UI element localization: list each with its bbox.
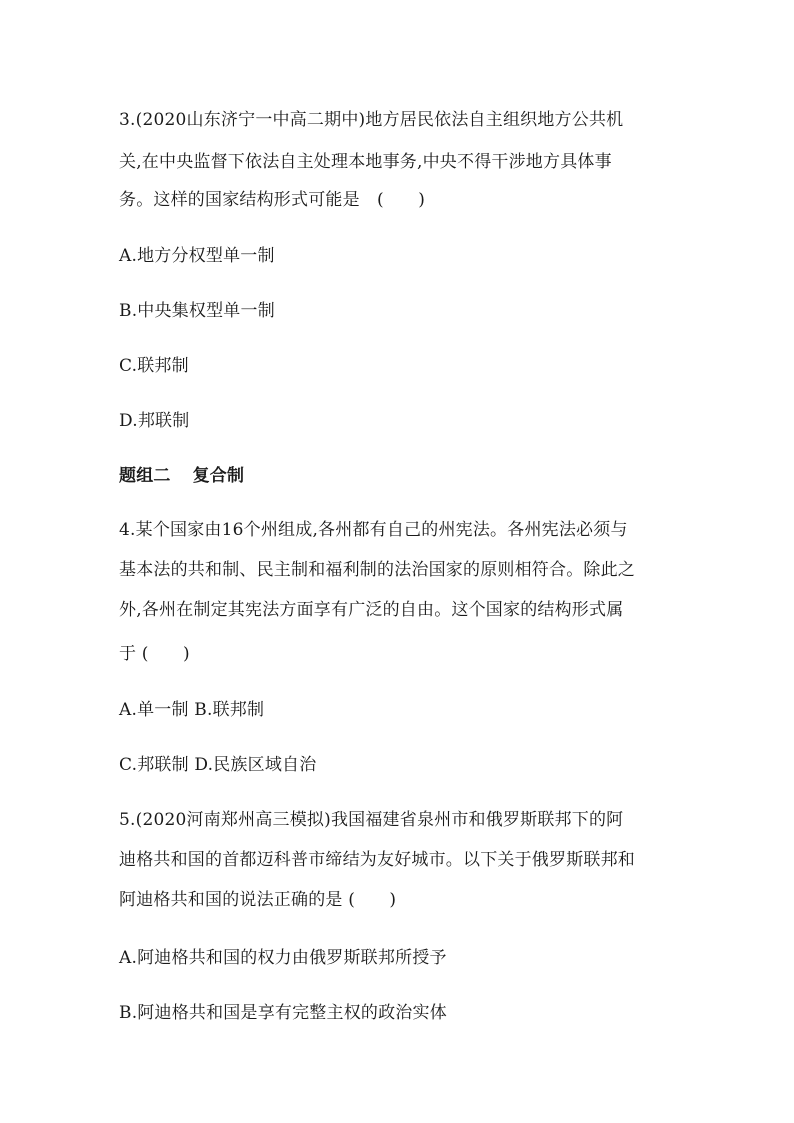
section-heading-topic: 复合制 xyxy=(192,466,245,486)
q3-stem-line-2: 关,在中央监督下依法自主处理本地事务,中央不得干涉地方具体事 xyxy=(119,152,612,172)
q3-option-a: A.地方分权型单一制 xyxy=(119,246,275,266)
q4-stem-line-1: 4.某个国家由16个州组成,各州都有自己的州宪法。各州宪法必须与 xyxy=(119,520,628,540)
q3-option-d: D.邦联制 xyxy=(119,411,190,431)
q3-option-c: C.联邦制 xyxy=(119,356,189,376)
section-heading-group: 题组二 xyxy=(119,466,171,486)
q4-stem-line-2: 基本法的共和制、民主制和福利制的法治国家的原则相符合。除此之 xyxy=(119,560,635,580)
q4-options-row-2: C.邦联制 D.民族区域自治 xyxy=(119,755,317,775)
section-heading xyxy=(119,464,689,488)
q3-option-b: B.中央集权型单一制 xyxy=(119,301,275,321)
q4-stem-line-4: 于 ( ) xyxy=(119,644,190,664)
q5-stem-line-3: 阿迪格共和国的说法正确的是 ( ) xyxy=(119,890,397,910)
q3-stem-line-1: 3.(2020山东济宁一中高二期中)地方居民依法自主组织地方公共机 xyxy=(119,110,624,130)
q5-stem-line-1: 5.(2020河南郑州高三模拟)我国福建省泉州市和俄罗斯联邦下的阿 xyxy=(119,810,624,830)
q5-stem-line-2: 迪格共和国的首都迈科普市缔结为友好城市。以下关于俄罗斯联邦和 xyxy=(119,850,635,870)
q5-option-b: B.阿迪格共和国是享有完整主权的政治实体 xyxy=(119,1003,447,1023)
q4-stem-line-3: 外,各州在制定其宪法方面享有广泛的自由。这个国家的结构形式属 xyxy=(119,600,624,620)
q3-stem-line-3: 务。这样的国家结构形式可能是 ( ) xyxy=(119,190,426,210)
q4-options-row-1: A.单一制 B.联邦制 xyxy=(119,700,265,720)
q5-option-a: A.阿迪格共和国的权力由俄罗斯联邦所授予 xyxy=(119,948,447,968)
